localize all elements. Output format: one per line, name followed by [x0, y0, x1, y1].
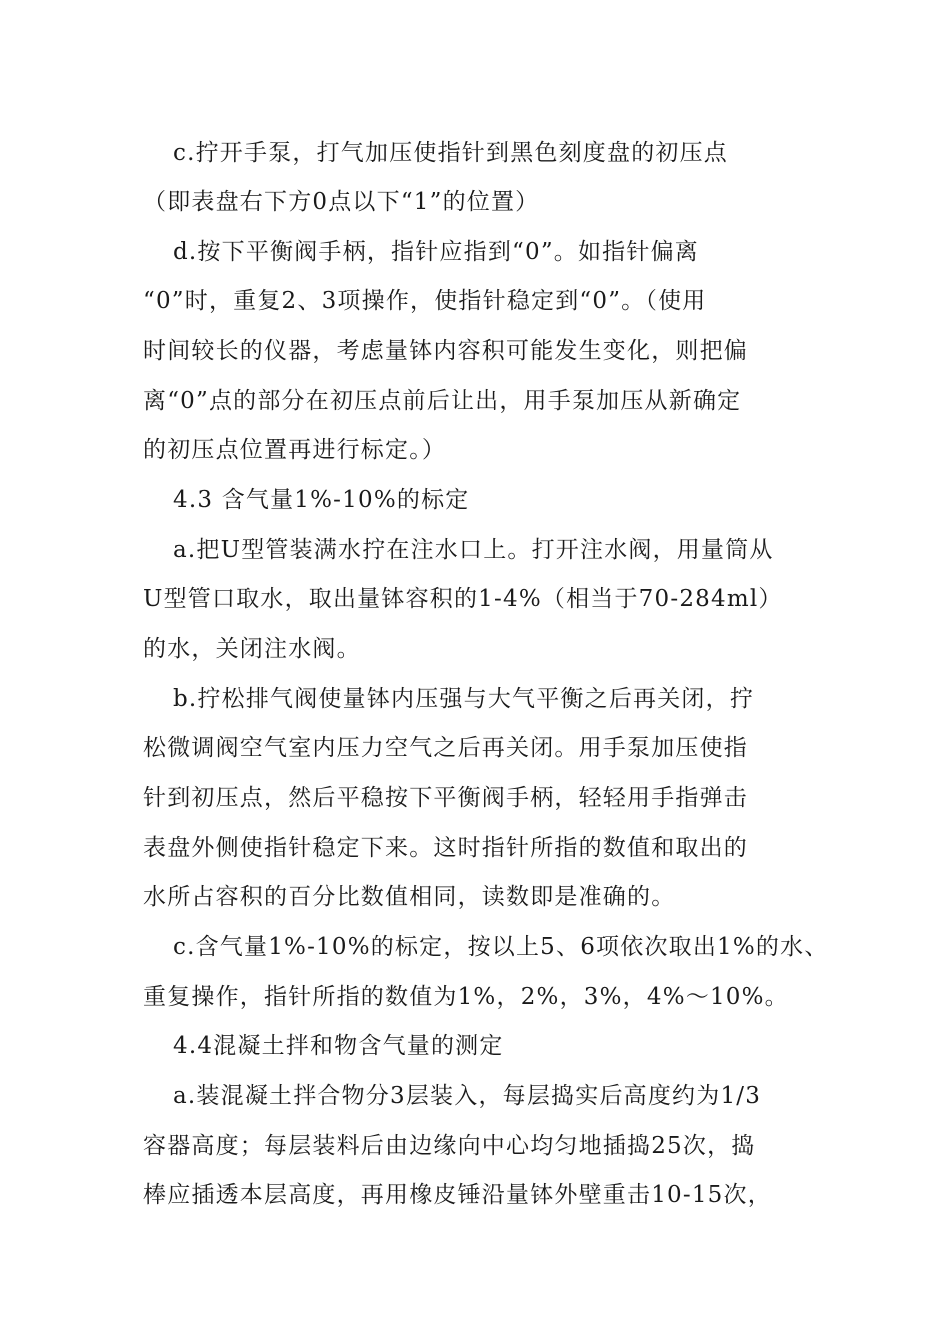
text-line-12: b.拧松排气阀使量钵内压强与大气平衡之后再关闭，拧 — [173, 686, 755, 712]
text-line-11: 的水，关闭注水阀。 — [143, 636, 361, 662]
text-line-13: 松微调阀空气室内压力空气之后再关闭。用手泵加压使指 — [143, 735, 748, 761]
text-line-22: 棒应插透本层高度，再用橡皮锤沿量钵外壁重击10-15次， — [143, 1182, 772, 1208]
text-line-14: 针到初压点，然后平稳按下平衡阀手柄，轻轻用手指弹击 — [143, 785, 748, 811]
text-line-10: U型管口取水，取出量钵容积的1-4%（相当于70-284ml） — [143, 586, 783, 612]
text-line-7: 的初压点位置再进行标定。） — [143, 437, 447, 463]
text-line-1: c.拧开手泵，打气加压使指针到黑色刻度盘的初压点 — [173, 140, 728, 166]
text-line-21: 容器高度；每层装料后由边缘向中心均匀地插捣25次，捣 — [143, 1133, 756, 1159]
text-line-20: a.装混凝土拌合物分3层装入，每层捣实后高度约为1/3 — [173, 1083, 762, 1109]
text-line-16: 水所占容积的百分比数值相同，读数即是准确的。 — [143, 884, 676, 910]
text-line-9: a.把U型管装满水拧在注水口上。打开注水阀，用量筒从 — [173, 537, 774, 563]
text-line-5: 时间较长的仪器，考虑量钵内容积可能发生变化，则把偏 — [143, 338, 748, 364]
text-line-3: d.按下平衡阀手柄，指针应指到“0”。如指针偏离 — [173, 239, 699, 265]
text-line-2: （即表盘右下方0点以下“1”的位置） — [143, 189, 540, 215]
section-heading-4-3: 4.3 含气量1%-10%的标定 — [173, 487, 470, 513]
text-line-17: c.含气量1%-10%的标定，按以上5、6项依次取出1%的水、 — [173, 934, 829, 960]
text-line-18: 重复操作，指针所指的数值为1%，2%，3%，4%～10%。 — [143, 984, 789, 1010]
text-line-4: “0”时，重复2、3项操作，使指针稳定到“0”。（使用 — [143, 288, 707, 314]
text-line-15: 表盘外侧使指针稳定下来。这时指针所指的数值和取出的 — [143, 835, 748, 861]
section-heading-4-4: 4.4混凝土拌和物含气量的测定 — [173, 1033, 504, 1059]
text-line-6: 离“0”点的部分在初压点前后让出，用手泵加压从新确定 — [143, 388, 742, 414]
